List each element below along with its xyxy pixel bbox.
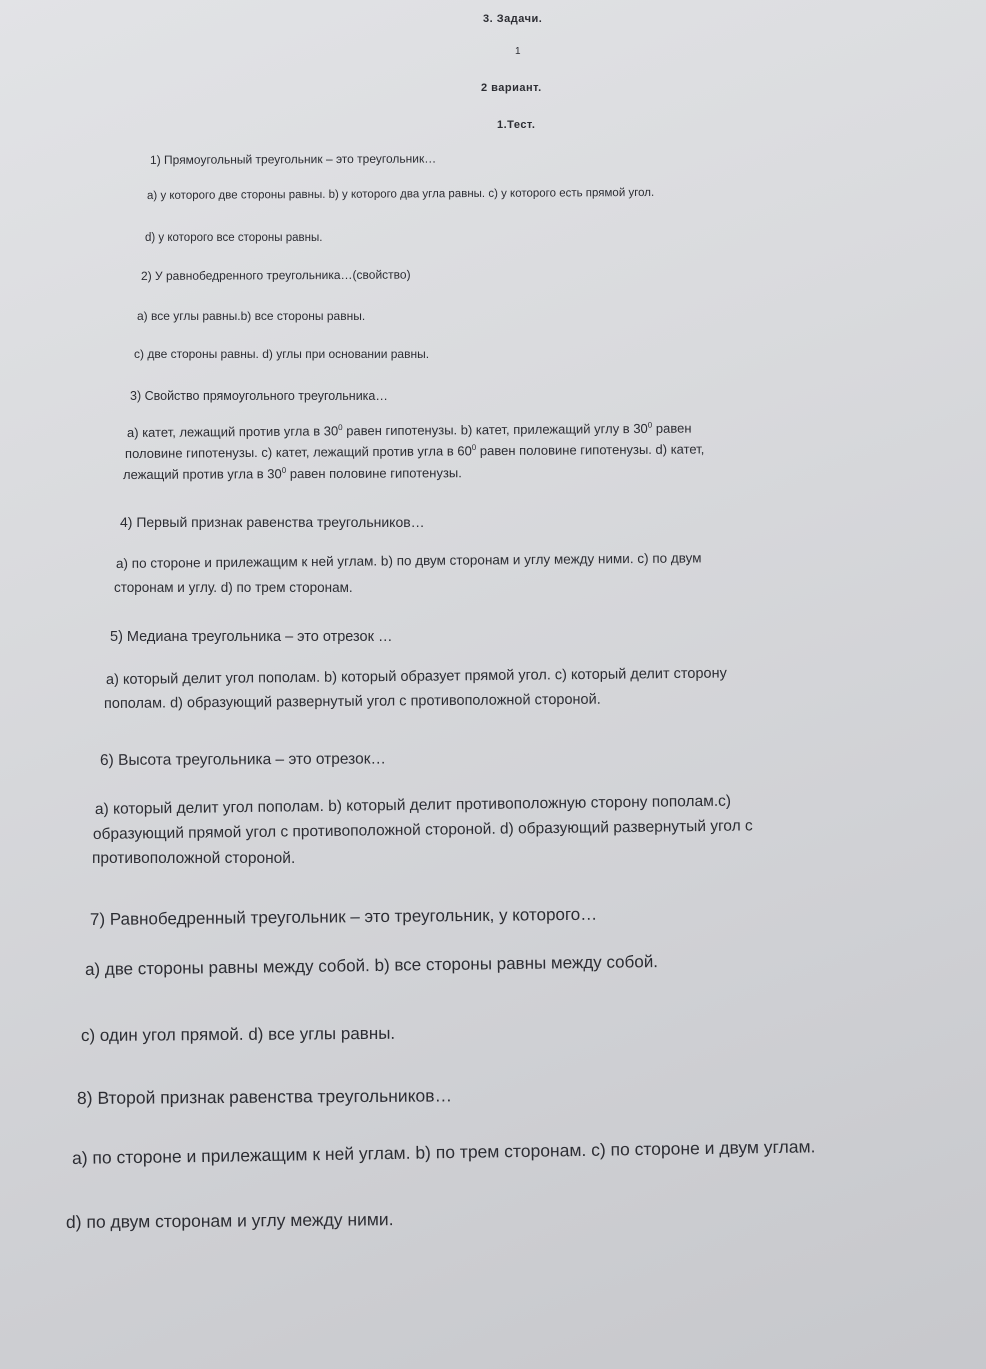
question-7-answers-line-1: а) две стороны равны между собой. b) все стороны равны между собой. xyxy=(84,952,659,979)
question-7-answers-line-2: с) один угол прямой. d) все углы равны. xyxy=(80,1023,396,1045)
question-5-answers-line-2: пополам. d) образующий развернутый угол с противоположной стороной. xyxy=(103,691,601,712)
degree-mark: 0 xyxy=(338,422,343,433)
question-8-answers-line-2: d) по двум сторонам и углу между ними. xyxy=(65,1209,394,1232)
question-1: 1) Прямоугольный треугольник – это треугольник… xyxy=(149,151,437,167)
question-8: 8) Второй признак равенства треугольников… xyxy=(76,1085,453,1108)
question-4-answers-line-1: а) по стороне и прилежащим к ней углам. b) по двум сторонам и углу между ними. с) по двум xyxy=(115,550,702,571)
question-8-answers-line-1: а) по стороне и прилежащим к ней углам. b) по трем сторонам. с) по стороне и двум углам. xyxy=(71,1136,816,1168)
question-2-answers-line-1: а) все углы равны.b) все стороны равны. xyxy=(137,309,366,323)
degree-mark: 0 xyxy=(281,465,287,475)
question-1-answers-line-1: а) у которого две стороны равны. b) у которого два угла равны. с) у которого есть прямой угол. xyxy=(146,186,655,202)
q3-answer-part: равен половине гипотенузы. xyxy=(286,465,462,482)
question-4-answers-line-2: сторонам и углу. d) по трем сторонам. xyxy=(114,580,353,595)
q3-answer-part: а) катет, лежащий против угла в 30 xyxy=(126,423,339,440)
q3-answer-part: половине гипотенузы. с) катет, лежащий против угла в 60 xyxy=(124,443,472,461)
test-heading: 1.Тест. xyxy=(497,119,536,131)
question-2-answers-line-2: с) две стороны равны. d) углы при основании равны. xyxy=(134,347,430,361)
question-6-answers-line-2: образующий прямой угол с противоположной стороной. d) образующий развернутый угол с xyxy=(92,817,753,843)
section-heading: 3. Задачи. xyxy=(483,13,543,25)
variant-heading: 2 вариант. xyxy=(481,82,542,94)
degree-mark: 0 xyxy=(471,442,477,452)
page-number: 1 xyxy=(515,46,521,57)
q3-answer-part: равен xyxy=(652,420,692,436)
degree-mark: 0 xyxy=(647,420,653,430)
question-5-answers-line-1: а) который делит угол пополам. b) который образует прямой угол. с) который делит сторону xyxy=(105,665,727,688)
question-6: 6) Высота треугольника – это отрезок… xyxy=(99,750,387,769)
question-6-answers-line-3: противоположной стороной. xyxy=(92,850,296,867)
question-3-answers-line-2 xyxy=(125,441,704,461)
question-3: 3) Свойство прямоугольного треугольника… xyxy=(130,389,388,403)
question-5: 5) Медиана треугольника – это отрезок … xyxy=(110,629,393,645)
q3-answer-part: равен половине гипотенузы. d) катет, xyxy=(476,441,705,459)
question-1-answers-line-2: d) у которого все стороны равны. xyxy=(145,232,323,244)
q3-answer-part: равен гипотенузы. b) катет, прилежащий углу в 30 xyxy=(342,420,648,439)
question-2: 2) У равнобедренного треугольника…(свойство) xyxy=(140,267,411,283)
question-3-answers-line-3 xyxy=(123,465,462,482)
question-4: 4) Первый признак равенства треугольников… xyxy=(120,514,425,530)
question-7: 7) Равнобедренный треугольник – это треугольник, у которого… xyxy=(89,904,598,929)
question-3-answers-line-1 xyxy=(127,421,692,440)
question-6-answers-line-1: а) который делит угол пополам. b) который делит противоположную сторону пополам.с) xyxy=(94,792,732,818)
q3-answer-part: лежащий против угла в 30 xyxy=(122,466,282,482)
